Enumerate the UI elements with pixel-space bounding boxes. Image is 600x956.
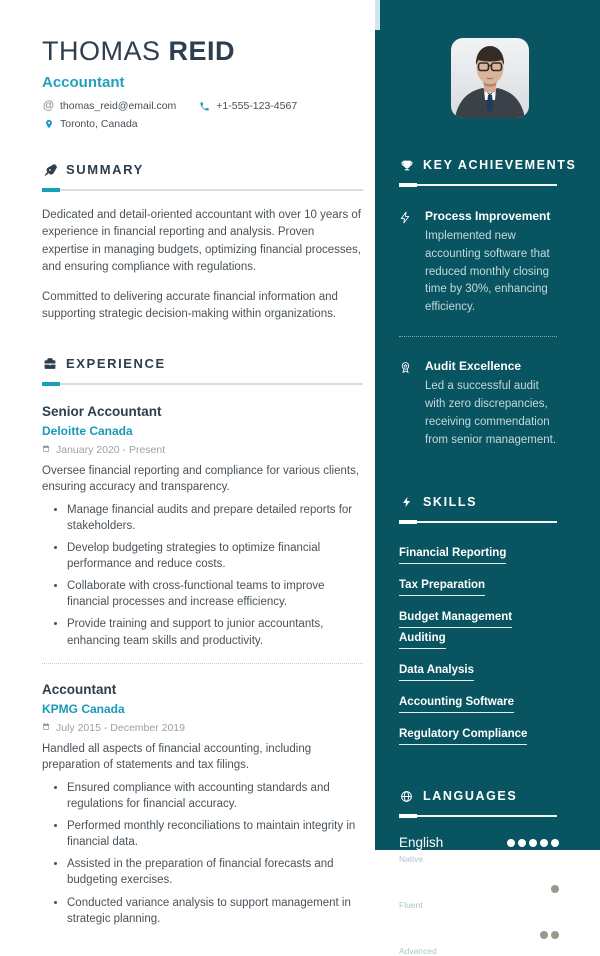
job-bullet: • Develop budgeting strategies to optimize financial performance and reduce costs. [67, 540, 368, 572]
skill-item: Regulatory Compliance [399, 728, 527, 745]
summary-paragraph: Committed to delivering accurate financial information and supporting strategic decision-making within organizations. [42, 291, 338, 321]
language-name: English [399, 835, 444, 851]
skill-item: Accounting Software [399, 696, 514, 713]
language-level-label: Advanced [399, 946, 437, 956]
job-description: Oversee financial reporting and compliance for various clients, ensuring accuracy and transparency. [42, 464, 360, 494]
contact-email [42, 100, 176, 112]
location-value: Toronto, Canada [60, 118, 138, 130]
summary-paragraph: Dedicated and detail-oriented accountant with over 10 years of experience in financial reporting and analysis. Proven expertise in managing budgets, optimizing financial processes, and ensuring compliance with regulations. [42, 209, 362, 273]
skills-list [399, 543, 580, 745]
profile-photo [451, 38, 529, 118]
job-bullet: • Performed monthly reconciliations to maintain integrity in financial data. [67, 818, 368, 850]
language-level-dots [507, 885, 559, 893]
trophy-icon [399, 159, 414, 172]
sidebar [375, 0, 600, 956]
language-level-label: Fluent [399, 900, 423, 911]
phone-icon [198, 101, 211, 112]
phone-value: +1-555-123-4567 [216, 100, 298, 112]
skill-item: Financial Reporting [399, 547, 506, 564]
summary-title: SUMMARY [66, 162, 144, 177]
language-level-dots [507, 839, 559, 847]
calendar-icon [42, 722, 50, 734]
job-company: Deloitte Canada [42, 423, 133, 438]
achievement-item [399, 209, 580, 317]
experience-section [42, 356, 363, 927]
achievement-title: Process Improvement [425, 209, 551, 223]
job-company: KPMG Canada [42, 701, 125, 716]
language-level-label: Native [399, 854, 424, 865]
section-rule [399, 183, 557, 187]
skill-item: Tax Preparation [399, 579, 485, 596]
language-name: Mandarin [399, 881, 456, 897]
section-rule [399, 814, 557, 818]
job-bullet: • Provide training and support to junior accountants, enhancing team skills and productivity. [67, 616, 368, 648]
languages-title: LANGUAGES [423, 789, 518, 804]
at-icon: @ [42, 100, 55, 112]
language-level-dots [507, 931, 559, 939]
section-rule [42, 188, 363, 192]
job-bullet: • Ensured compliance with accounting standards and regulations for financial accuracy. [67, 780, 368, 812]
job-dates: January 2020 - Present [56, 443, 166, 456]
section-rule [42, 382, 363, 386]
achievements-title: KEY ACHIEVEMENTS [423, 158, 577, 172]
job-bullet: • Conducted variance analysis to support management in strategic planning. [67, 895, 368, 927]
briefcase-icon [42, 357, 57, 370]
bolt-icon [399, 495, 414, 509]
achievement-description: Led a successful audit with zero discrepancies, receiving commendation from senior management. [425, 380, 557, 446]
job-role: Accountant [42, 74, 125, 91]
language-name: French [399, 927, 442, 943]
skill-item: Budget Management [399, 611, 512, 628]
language-row [399, 881, 559, 910]
job-bullet: • Assisted in the preparation of financial forecasts and budgeting exercises. [67, 856, 368, 888]
job-bullet: • Collaborate with cross-functional teams to improve financial processes and increase efficiency. [67, 578, 368, 610]
language-row [399, 927, 559, 956]
job-description: Handled all aspects of financial accounting, including preparation of statements and tax filings. [42, 742, 312, 772]
language-row [399, 835, 559, 864]
section-rule [399, 520, 557, 524]
candidate-name [42, 36, 363, 67]
email-value: thomas_reid@email.com [60, 100, 177, 112]
experience-entry [42, 682, 368, 927]
job-title: Senior Accountant [42, 403, 162, 419]
job-dates: July 2015 - December 2019 [56, 721, 185, 734]
job-bullet-list [42, 780, 368, 927]
achievement-item [399, 359, 580, 449]
job-bullet-list [42, 502, 368, 649]
medal-icon [399, 359, 415, 449]
achievements-section [399, 158, 580, 449]
experience-title: EXPERIENCE [66, 355, 166, 371]
entry-divider [42, 663, 363, 664]
skills-section [399, 495, 580, 745]
achievement-title: Audit Excellence [425, 359, 522, 374]
globe-icon [399, 790, 414, 803]
summary-section [42, 162, 363, 324]
achievement-description: Implemented new accounting software that reduced monthly closing time by 30%, enhancing efficiency. [425, 230, 550, 314]
sidebar-notch [375, 0, 380, 30]
last-name: REID [168, 36, 236, 66]
job-title: Accountant [42, 681, 117, 697]
skill-item: Data Analysis [399, 664, 474, 681]
bolt-outline-icon [399, 209, 415, 317]
skills-title: SKILLS [423, 495, 478, 510]
pin-icon [42, 118, 55, 130]
contact-block [42, 100, 363, 130]
job-bullet: • Manage financial audits and prepare detailed reports for stakeholders. [67, 502, 368, 534]
pen-nib-icon [42, 163, 57, 177]
languages-section [399, 789, 580, 956]
first-name: THOMAS [42, 36, 161, 66]
skill-item: Auditing [399, 632, 446, 649]
contact-phone [198, 100, 297, 112]
contact-location [42, 118, 138, 130]
experience-entry [42, 404, 368, 649]
calendar-icon [42, 444, 50, 456]
achievement-divider [399, 336, 557, 337]
